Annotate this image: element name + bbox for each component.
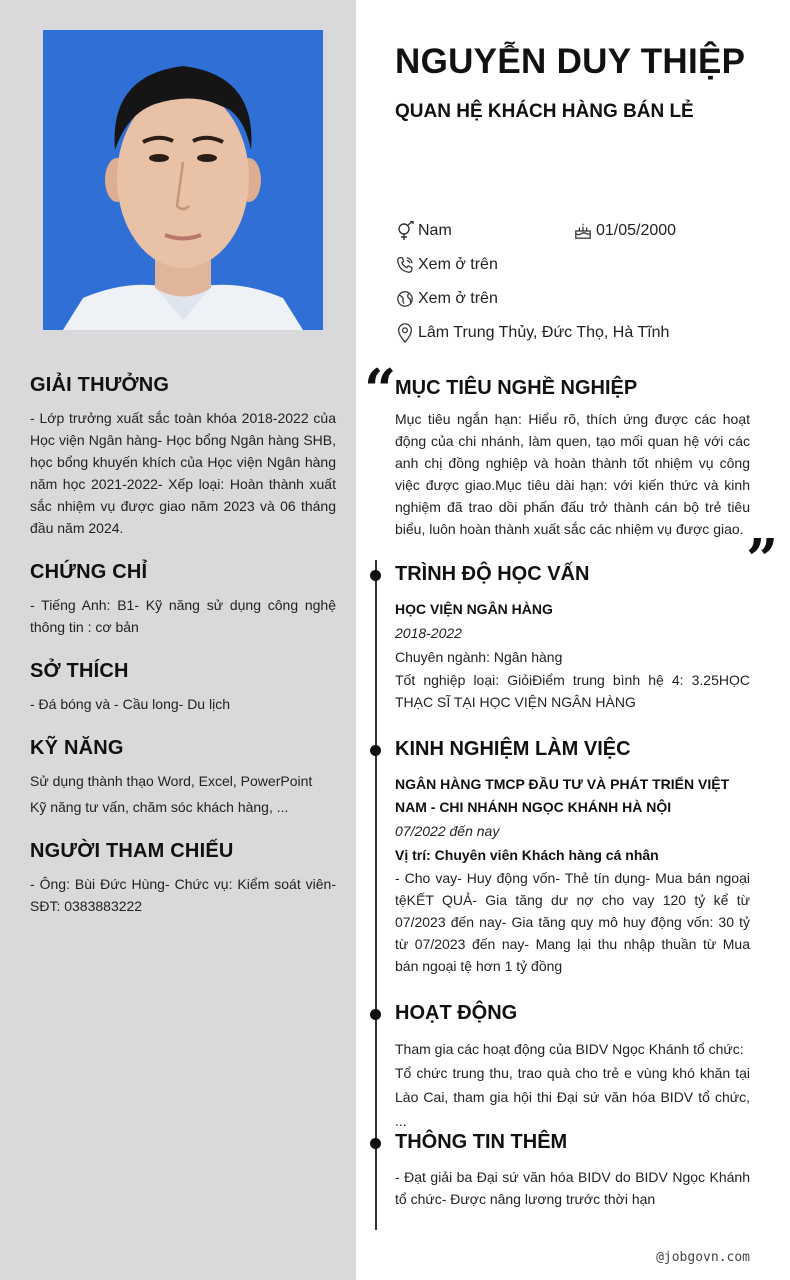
- experience-company: NGÂN HÀNG TMCP ĐẦU TƯ VÀ PHÁT TRIỂN VIỆT NAM - CHI NHÁNH NGỌC KHÁNH HÀ NỘI: [395, 776, 730, 815]
- globe-icon: [395, 289, 415, 309]
- gender-value: Nam: [418, 222, 452, 239]
- gender-icon: [395, 221, 415, 241]
- website-row: [395, 287, 498, 311]
- awards-section: [30, 372, 336, 539]
- quote-close-icon: ”: [746, 527, 779, 593]
- experience-section: [395, 735, 750, 977]
- skill-item: Kỹ năng tư vấn, chăm sóc khách hàng, ...: [30, 799, 289, 815]
- education-school: HỌC VIỆN NGÂN HÀNG: [395, 601, 553, 617]
- activities-line: Tham gia các hoạt động của BIDV Ngọc Khánh tổ chức:: [395, 1041, 744, 1057]
- additional-heading: THÔNG TIN THÊM: [395, 1131, 568, 1153]
- profile-photo: [43, 30, 323, 330]
- phone-row: [395, 253, 498, 277]
- timeline-dot: [370, 1009, 381, 1020]
- experience-period: 07/2022 đến nay: [395, 823, 500, 839]
- activities-section: [395, 999, 750, 1133]
- additional-section: [395, 1128, 750, 1210]
- timeline-dot: [370, 1138, 381, 1149]
- certificates-section: [30, 559, 336, 638]
- birthdate-row: [573, 219, 676, 243]
- references-heading: NGƯỜI THAM CHIẾU: [30, 840, 234, 862]
- skill-item: Sử dụng thành thạo Word, Excel, PowerPoint: [30, 773, 313, 789]
- address-row: [395, 321, 669, 345]
- experience-position: Vị trí: Chuyên viên Khách hàng cá nhân: [395, 847, 659, 863]
- references-text: - Ông: Bùi Đức Hùng- Chức vụ: Kiểm soát viên- SĐT: 0383883222: [30, 876, 336, 914]
- activities-heading: HOẠT ĐỘNG: [395, 1002, 518, 1024]
- objective-heading: MỤC TIÊU NGHỀ NGHIỆP: [395, 377, 638, 399]
- candidate-role: QUAN HỆ KHÁCH HÀNG BÁN LẺ: [395, 101, 694, 122]
- website-value: Xem ở trên: [418, 290, 498, 307]
- timeline-dot: [370, 570, 381, 581]
- timeline-line: [375, 560, 377, 1230]
- skills-heading: KỸ NĂNG: [30, 737, 124, 759]
- experience-heading: KINH NGHIỆM LÀM VIỆC: [395, 738, 631, 760]
- timeline-dot: [370, 745, 381, 756]
- watermark: @jobgovn.com: [656, 1250, 750, 1265]
- quote-open-icon: “: [364, 357, 397, 423]
- address-value: Lâm Trung Thủy, Đức Thọ, Hà Tĩnh: [418, 324, 670, 341]
- awards-heading: GIẢI THƯỞNG: [30, 374, 170, 396]
- hobbies-text: - Đá bóng và - Cầu long- Du lịch: [30, 696, 230, 712]
- phone-icon: [395, 255, 415, 275]
- education-heading: TRÌNH ĐỘ HỌC VẤN: [395, 563, 590, 585]
- cake-icon: [573, 221, 593, 241]
- references-section: [30, 838, 336, 917]
- location-pin-icon: [395, 323, 415, 343]
- education-detail: Tốt nghiệp loại: GiỏiĐiểm trung bình hệ 4: 3.25HỌC THẠC SĨ TẠI HỌC VIỆN NGÂN HÀNG: [395, 672, 750, 710]
- skills-section: [30, 735, 336, 818]
- certificates-text: - Tiếng Anh: B1- Kỹ năng sử dụng công nghệ thông tin : cơ bản: [30, 597, 336, 635]
- certificates-heading: CHỨNG CHỈ: [30, 561, 148, 583]
- phone-value: Xem ở trên: [418, 256, 498, 273]
- gender-row: [395, 219, 452, 243]
- hobbies-heading: SỞ THÍCH: [30, 660, 129, 682]
- birthdate-value: 01/05/2000: [596, 222, 677, 239]
- additional-text: - Đạt giải ba Đại sứ văn hóa BIDV do BIDV Ngọc Khánh tổ chức- Được nâng lương trước thời hạn: [395, 1169, 750, 1207]
- sidebar-sections: [30, 372, 336, 937]
- education-section: [395, 560, 750, 713]
- objective-text: Mục tiêu ngắn hạn: Hiểu rõ, thích ứng được các hoạt động của chi nhánh, làm quen, tạo mối quan hệ với các anh chị đồng nghiệp và hoàn thành tốt nhiệm vụ công việc được giao.Mục tiêu dài hạn: với kiến thức và kinh nghiệm đã trao dồi phấn đấu trở thành cán bộ trẻ tiêu biểu, luôn hoàn thành xuất sắc các nhiệm vụ được giao.: [395, 411, 750, 537]
- sidebar: [0, 0, 356, 1280]
- hobbies-section: [30, 658, 336, 715]
- objective-section: [395, 374, 750, 540]
- education-major: Chuyên ngành: Ngân hàng: [395, 649, 563, 665]
- candidate-name: NGUYỄN DUY THIỆP: [395, 42, 746, 81]
- awards-text: - Lớp trưởng xuất sắc toàn khóa 2018-2022 của Học viện Ngân hàng- Học bổng Ngân hàng SHB, học bổng khuyến khích của Học viện Ngân hàng năm học 2021-2022- Xếp loại: Hoàn thành xuất sắc nhiệm vụ được giao năm 2023 và 06 tháng đầu năm 2024.: [30, 410, 336, 536]
- experience-detail: - Cho vay- Huy động vốn- Thẻ tín dụng- Mua bán ngoại tệKẾT QUẢ- Gia tăng dư nợ cho vay 120 tỷ kể từ 07/2023 đến nay- Gia tăng quy mô huy động vốn: 30 tỷ từ 07/2023 đến nay- Mang lại thu nhập thuần từ Mua bán ngoại tệ hơn 1 tỷ đồng: [395, 870, 750, 974]
- activities-line: Tổ chức trung thu, trao quà cho trẻ e vùng khó khăn tại Lào Cai, tham gia hội thi Đại sứ văn hóa BIDV tổ chức, ...: [395, 1065, 750, 1129]
- education-period: 2018-2022: [395, 625, 462, 641]
